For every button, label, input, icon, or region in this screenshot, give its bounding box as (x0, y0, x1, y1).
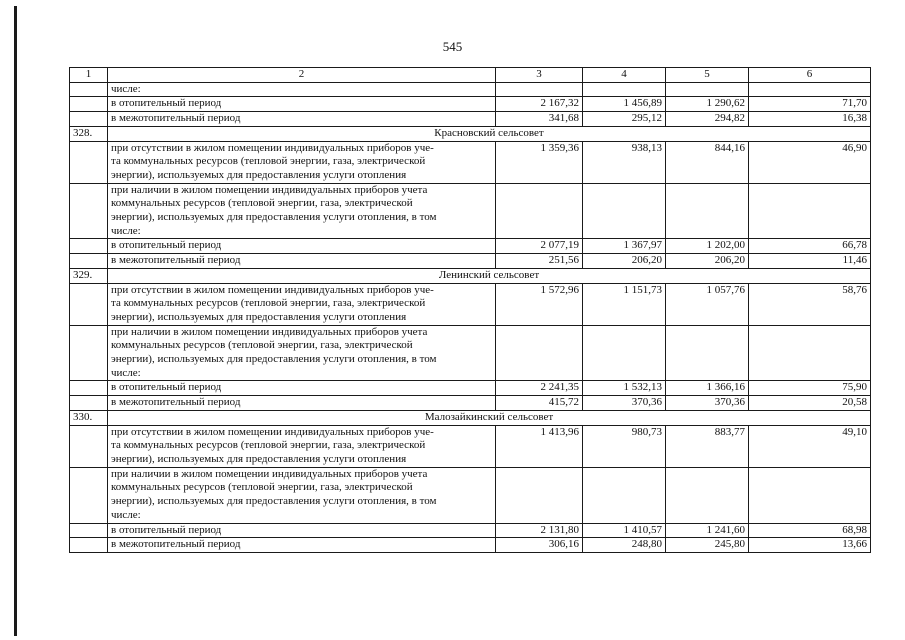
description-cell: числе: (108, 82, 496, 97)
table-row (70, 396, 871, 411)
description-cell: в отопительный период (108, 239, 496, 254)
table-row (70, 97, 871, 112)
section-title: Ленинский сельсовет (108, 268, 871, 283)
value-cell-5: 206,20 (666, 254, 749, 269)
value-cell-3: 415,72 (496, 396, 583, 411)
value-cell-5: 245,80 (666, 538, 749, 553)
description-cell: в отопительный период (108, 381, 496, 396)
table-row (70, 183, 871, 239)
value-cell-5 (666, 183, 749, 239)
value-cell-4: 1 532,13 (583, 381, 666, 396)
value-cell-6: 13,66 (749, 538, 871, 553)
value-cell-4: 980,73 (583, 425, 666, 467)
table-row (70, 523, 871, 538)
value-cell-3: 1 413,96 (496, 425, 583, 467)
row-number-cell (70, 82, 108, 97)
value-cell-4: 370,36 (583, 396, 666, 411)
value-cell-3: 1 572,96 (496, 283, 583, 325)
table-row (70, 467, 871, 523)
value-cell-4: 1 151,73 (583, 283, 666, 325)
description-cell: при наличии в жилом помещении индивидуальных приборов учета коммунальных ресурсов (тепловой энергии, газа, электрической энергии), используемых для предоставления услуги отопления, в том числе: (108, 183, 496, 239)
row-number-cell (70, 425, 108, 467)
value-cell-6: 16,38 (749, 112, 871, 127)
table-row (70, 381, 871, 396)
tariff-table (69, 67, 871, 553)
description-cell: в межотопительный период (108, 538, 496, 553)
value-cell-3: 341,68 (496, 112, 583, 127)
value-cell-6: 66,78 (749, 239, 871, 254)
table-row (70, 254, 871, 269)
section-row (70, 410, 871, 425)
value-cell-5: 883,77 (666, 425, 749, 467)
value-cell-3: 1 359,36 (496, 141, 583, 183)
value-cell-6: 58,76 (749, 283, 871, 325)
table-row (70, 538, 871, 553)
value-cell-4: 248,80 (583, 538, 666, 553)
value-cell-6: 68,98 (749, 523, 871, 538)
section-title: Красновский сельсовет (108, 126, 871, 141)
page-number: 545 (442, 39, 463, 54)
value-cell-5: 1 366,16 (666, 381, 749, 396)
value-cell-3: 2 077,19 (496, 239, 583, 254)
row-number-cell (70, 239, 108, 254)
description-cell: при отсутствии в жилом помещении индивидуальных приборов уче- та коммунальных ресурсов (тепловой энергии, газа, электрической энергии), используемых для предоставления услуги отопления (108, 425, 496, 467)
section-number: 329. (70, 268, 108, 283)
value-cell-4 (583, 467, 666, 523)
row-number-cell (70, 254, 108, 269)
header-cell: 1 (70, 68, 108, 83)
value-cell-6: 46,90 (749, 141, 871, 183)
value-cell-3 (496, 82, 583, 97)
value-cell-6: 71,70 (749, 97, 871, 112)
header-cell: 3 (496, 68, 583, 83)
row-number-cell (70, 523, 108, 538)
value-cell-6 (749, 325, 871, 381)
row-number-cell (70, 396, 108, 411)
description-cell: при отсутствии в жилом помещении индивидуальных приборов уче- та коммунальных ресурсов (тепловой энергии, газа, электрической энергии), используемых для предоставления услуги отопления (108, 283, 496, 325)
value-cell-4: 1 456,89 (583, 97, 666, 112)
value-cell-6: 20,58 (749, 396, 871, 411)
value-cell-4: 206,20 (583, 254, 666, 269)
value-cell-3 (496, 467, 583, 523)
description-cell: при наличии в жилом помещении индивидуальных приборов учета коммунальных ресурсов (тепловой энергии, газа, электрической энергии), используемых для предоставления услуги отопления, в том числе: (108, 467, 496, 523)
description-cell: при отсутствии в жилом помещении индивидуальных приборов уче- та коммунальных ресурсов (тепловой энергии, газа, электрической энергии), используемых для предоставления услуги отопления (108, 141, 496, 183)
value-cell-5: 370,36 (666, 396, 749, 411)
value-cell-3: 306,16 (496, 538, 583, 553)
value-cell-5: 1 202,00 (666, 239, 749, 254)
section-number: 328. (70, 126, 108, 141)
value-cell-3 (496, 325, 583, 381)
row-number-cell (70, 467, 108, 523)
value-cell-5 (666, 325, 749, 381)
header-cell: 5 (666, 68, 749, 83)
value-cell-5 (666, 467, 749, 523)
value-cell-3: 2 241,35 (496, 381, 583, 396)
value-cell-5 (666, 82, 749, 97)
value-cell-4: 938,13 (583, 141, 666, 183)
left-margin-bar (14, 6, 17, 636)
value-cell-4: 295,12 (583, 112, 666, 127)
value-cell-3: 2 131,80 (496, 523, 583, 538)
table-row (70, 325, 871, 381)
value-cell-5: 294,82 (666, 112, 749, 127)
table-row (70, 112, 871, 127)
description-cell: в межотопительный период (108, 112, 496, 127)
section-row (70, 268, 871, 283)
value-cell-4 (583, 183, 666, 239)
section-row (70, 126, 871, 141)
value-cell-3: 251,56 (496, 254, 583, 269)
value-cell-3 (496, 183, 583, 239)
header-cell: 2 (108, 68, 496, 83)
row-number-cell (70, 183, 108, 239)
value-cell-6: 75,90 (749, 381, 871, 396)
row-number-cell (70, 141, 108, 183)
section-title: Малозайкинский сельсовет (108, 410, 871, 425)
value-cell-4: 1 410,57 (583, 523, 666, 538)
row-number-cell (70, 538, 108, 553)
row-number-cell (70, 325, 108, 381)
description-cell: в отопительный период (108, 523, 496, 538)
section-number: 330. (70, 410, 108, 425)
table-row (70, 283, 871, 325)
value-cell-4 (583, 325, 666, 381)
table-row (70, 82, 871, 97)
description-cell: в межотопительный период (108, 254, 496, 269)
value-cell-5: 1 290,62 (666, 97, 749, 112)
table-row (70, 239, 871, 254)
row-number-cell (70, 381, 108, 396)
value-cell-6 (749, 467, 871, 523)
value-cell-4: 1 367,97 (583, 239, 666, 254)
value-cell-6: 11,46 (749, 254, 871, 269)
value-cell-6 (749, 82, 871, 97)
table-row (70, 141, 871, 183)
value-cell-5: 1 057,76 (666, 283, 749, 325)
row-number-cell (70, 97, 108, 112)
value-cell-6 (749, 183, 871, 239)
header-cell: 6 (749, 68, 871, 83)
row-number-cell (70, 283, 108, 325)
table-body (70, 68, 871, 553)
description-cell: при наличии в жилом помещении индивидуальных приборов учета коммунальных ресурсов (тепловой энергии, газа, электрической энергии), используемых для предоставления услуги отопления, в том числе: (108, 325, 496, 381)
value-cell-5: 844,16 (666, 141, 749, 183)
table-header-row (70, 68, 871, 83)
description-cell: в отопительный период (108, 97, 496, 112)
table-row (70, 425, 871, 467)
value-cell-4 (583, 82, 666, 97)
row-number-cell (70, 112, 108, 127)
description-cell: в межотопительный период (108, 396, 496, 411)
value-cell-3: 2 167,32 (496, 97, 583, 112)
value-cell-6: 49,10 (749, 425, 871, 467)
header-cell: 4 (583, 68, 666, 83)
value-cell-5: 1 241,60 (666, 523, 749, 538)
